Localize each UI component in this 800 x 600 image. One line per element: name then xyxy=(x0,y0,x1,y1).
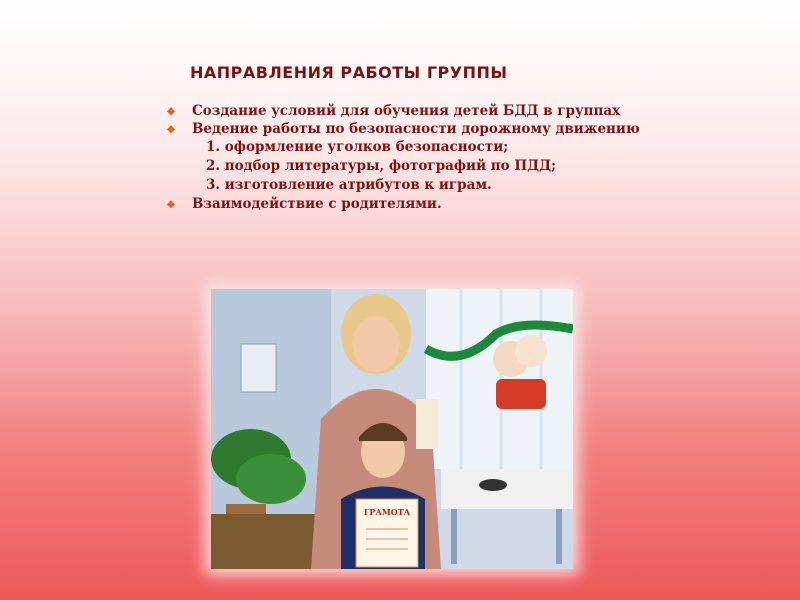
sub-item: 2. подбор литературы, фотографий по ПДД; xyxy=(206,158,557,174)
certificate-title: ГРАМОТА xyxy=(363,507,411,517)
group-photo xyxy=(211,289,573,569)
diamond-bullet-icon: ❖ xyxy=(166,125,176,136)
sub-item: 3. изготовление атрибутов к играм. xyxy=(206,177,492,193)
photo-illustration xyxy=(211,289,573,569)
diamond-bullet-icon: ❖ xyxy=(166,200,176,211)
list-item xyxy=(166,104,686,119)
list-item xyxy=(166,197,686,212)
list-item xyxy=(166,122,686,137)
content-list xyxy=(166,104,686,215)
sub-item: 1. оформление уголков безопасности; xyxy=(206,139,509,155)
list-item-text: Создание условий для обучения детей БДД в группах xyxy=(192,103,621,119)
diamond-bullet-icon: ❖ xyxy=(166,107,176,118)
list-item-text: Ведение работы по безопасности дорожному движению xyxy=(192,121,640,137)
list-item-text: Взаимодействие с родителями. xyxy=(192,196,442,212)
slide-title: НАПРАВЛЕНИЯ РАБОТЫ ГРУППЫ xyxy=(190,63,508,82)
